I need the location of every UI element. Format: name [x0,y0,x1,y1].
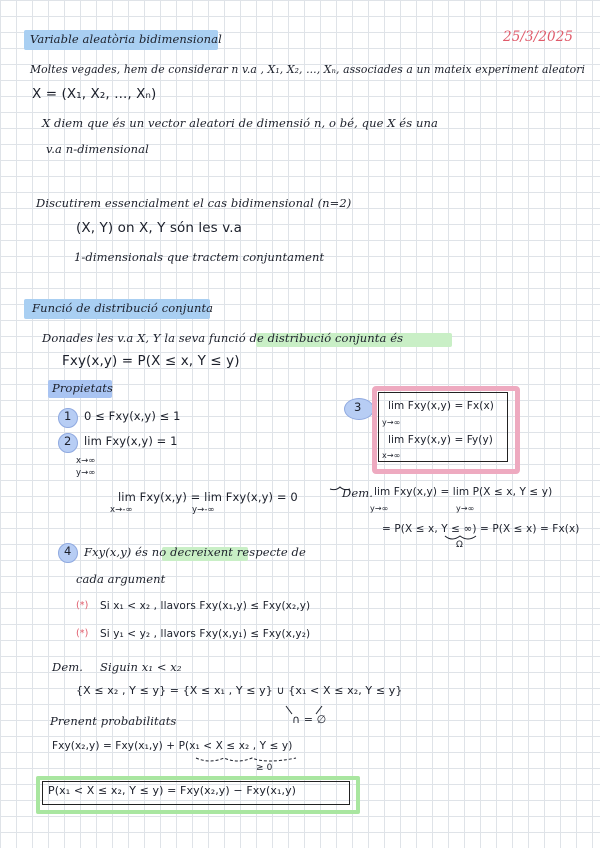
property-3-number: 3 [354,400,362,414]
property-2-sub-y: y→∞ [76,468,96,478]
intro-line-4: v.a n-dimensional [46,142,149,156]
dem-1-label: Dem. [342,486,373,500]
dem-2-ge-zero: ≥ 0 [256,763,273,773]
dem-2-line-2: {X ≤ x₂ , Y ≤ y} = {X ≤ x₁ , Y ≤ y} ∪ {x₁ < X ≤ x₂, Y ≤ y} [76,684,403,697]
intro-line-6: (X, Y) on X, Y són les v.a [76,220,243,236]
intro-line-3: X diem que és un vector aleatori de dimensió n, o bé, que X és una [42,116,438,130]
property-1-number: 1 [64,409,72,423]
definition-formula: Fxy(x,y) = P(X ≤ x, Y ≤ y) [62,353,240,369]
property-3-line-1-sub: y→∞ [382,418,401,427]
property-2b-sub-y: y→-∞ [192,505,215,515]
property-4-star-b: (*) [76,628,89,639]
property-2: lim Fxy(x,y) = 1 [84,434,178,448]
dem-2-line-3: Prenent probabilitats [50,714,177,728]
property-4-number: 4 [64,544,72,558]
dem-2-label: Dem. [52,660,83,674]
property-3-line-1: lim Fxy(x,y) = Fx(x) [388,400,494,412]
section-title-distribution: Funció de distribució conjunta [32,301,214,315]
page-date: 25/3/2025 [503,29,574,45]
property-2b-sub-x: x→-∞ [110,505,133,515]
page-title: Variable aleatòria bidimensional [30,32,222,46]
property-1: 0 ≤ Fxy(x,y) ≤ 1 [84,409,181,423]
dem-1-sub-1: y→∞ [370,504,389,513]
property-4-line-1: Fxy(x,y) és no decreixent respecte de [84,545,306,559]
dem-1-line-1: lim Fxy(x,y) = lim P(X ≤ x, Y ≤ y) [374,486,553,498]
dem-1-sub-2: y→∞ [456,504,475,513]
dem-2-line-1: Siguin x₁ < x₂ [100,660,182,674]
property-2-number: 2 [64,434,72,448]
property-2-sub-x: x→∞ [76,456,96,466]
dem-1-line-2: = P(X ≤ x, Y ≤ ∞) = P(X ≤ x) = Fx(x) [382,523,580,535]
properties-label: Propietats [52,381,114,395]
intro-line-5: Discutirem essencialment el cas bidimensional (n=2) [36,196,352,210]
property-2b: lim Fxy(x,y) = lim Fxy(x,y) = 0 [118,490,298,504]
intro-line-7: 1-dimensionals que tractem conjuntament [74,250,325,264]
property-4-case-b: Si y₁ < y₂ , llavors Fxy(x,y₁) ≤ Fxy(x,y₂) [100,628,311,640]
property-4-star-a: (*) [76,600,89,611]
definition-line: Donades les v.a X, Y la seva funció de distribució conjunta és [42,331,404,345]
property-4-case-a: Si x₁ < x₂ , llavors Fxy(x₁,y) ≤ Fxy(x₂,y) [100,600,311,612]
intro-line-1: Moltes vegades, hem de considerar n v.a , X₁, X₂, ..., Xₙ, associades a un mateix experiment aleatori [30,63,586,76]
property-3-line-2-sub: x→∞ [382,451,401,460]
dem-1-omega: Ω [456,540,463,550]
dem-2-note: ∩ = ∅ [292,713,327,726]
dem-2-line-4: Fxy(x₂,y) = Fxy(x₁,y) + P(x₁ < X ≤ x₂ , Y ≤ y) [52,740,293,752]
property-3-line-2: lim Fxy(x,y) = Fy(y) [388,434,493,446]
boxed-result: P(x₁ < X ≤ x₂, Y ≤ y) = Fxy(x₂,y) − Fxy(x₁,y) [48,784,297,797]
property-4-line-2: cada argument [76,572,166,586]
intro-line-2: X = (X₁, X₂, ..., Xₙ) [32,86,157,102]
